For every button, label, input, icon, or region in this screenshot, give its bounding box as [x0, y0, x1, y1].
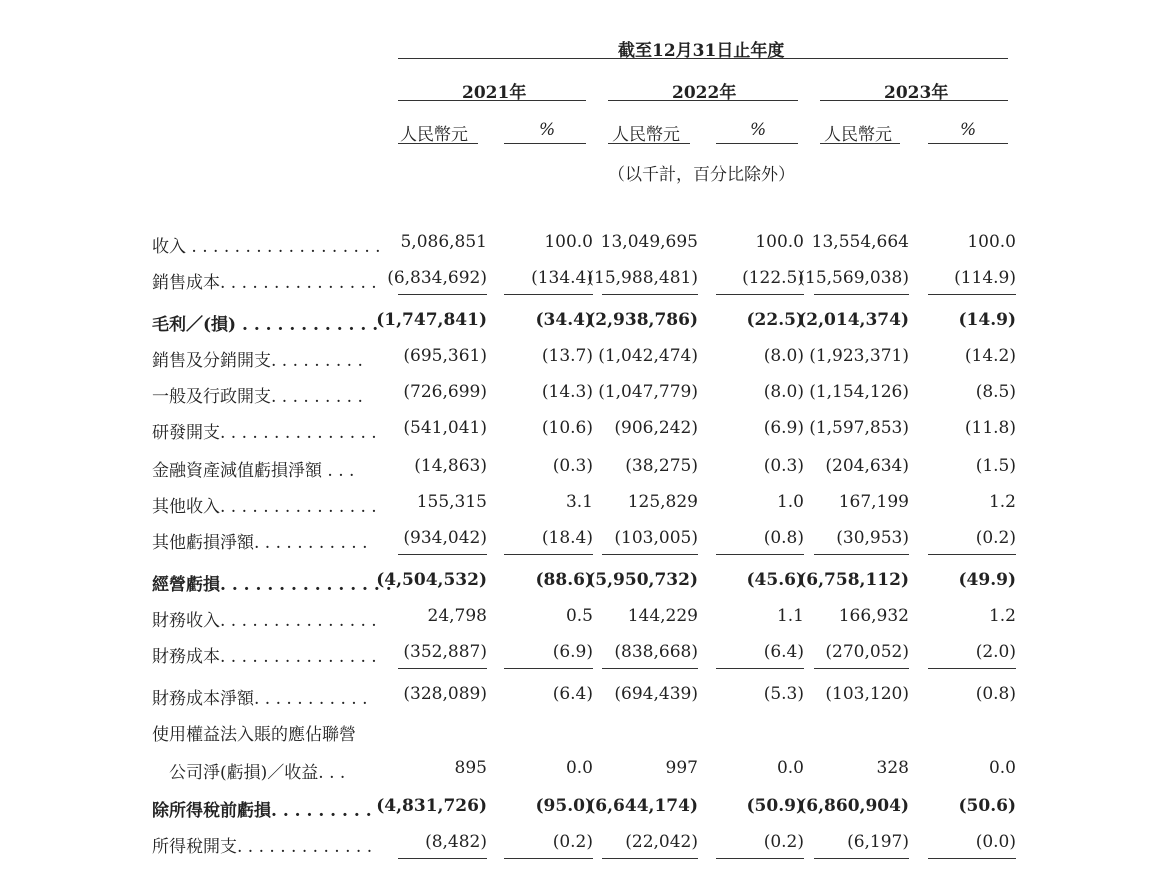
row-value: (10.6): [541, 418, 593, 438]
row-value: (352,887): [403, 642, 487, 662]
row-value: 0.0: [565, 758, 593, 778]
row-label: 除所得稅前虧損. . . . . . . . .: [152, 801, 372, 821]
row-value: 155,315: [416, 492, 487, 512]
row-value: (30,953): [836, 528, 909, 548]
row-value: (1,154,126): [809, 382, 909, 402]
row-label: 研發開支. . . . . . . . . . . . . . .: [152, 423, 377, 443]
row-value: (6,860,904): [798, 796, 909, 816]
table-row: [0, 570, 1152, 600]
row-value: (134.4): [531, 268, 593, 288]
row-value: (50.6): [958, 796, 1016, 816]
row-value: 13,049,695: [600, 232, 698, 252]
subtotal-rule: [602, 668, 698, 669]
unit-2023: 人民幣元: [824, 125, 892, 145]
row-value: (726,699): [403, 382, 487, 402]
row-value: (270,052): [825, 642, 909, 662]
row-value: 1.1: [776, 606, 804, 626]
row-value: (2,938,786): [587, 310, 698, 330]
pct-2021: %: [539, 120, 556, 140]
row-label: 其他虧損淨額. . . . . . . . . . .: [152, 533, 368, 553]
row-value: (8,482): [425, 832, 487, 852]
row-value: (6.4): [552, 684, 593, 704]
row-value: 0.0: [988, 758, 1016, 778]
row-value: (4,831,726): [376, 796, 487, 816]
pct-2022: %: [750, 120, 767, 140]
period-header: 截至12月31日止年度: [618, 41, 785, 61]
row-value: 3.1: [565, 492, 593, 512]
year-2023-rule: [820, 100, 1008, 101]
row-label: 經營虧損. . . . . . . . . . . . . . .: [152, 575, 392, 595]
unit-rule-2023b: [928, 143, 1008, 144]
table-row: [0, 382, 1152, 412]
row-value: (694,439): [614, 684, 698, 704]
subtotal-rule: [928, 294, 1016, 295]
subtotal-rule: [398, 858, 487, 859]
row-value: 997: [665, 758, 698, 778]
row-label: 銷售及分銷開支. . . . . . . . .: [152, 351, 363, 371]
period-rule: [398, 58, 1008, 59]
row-value: 167,199: [838, 492, 909, 512]
row-value: 0.0: [776, 758, 804, 778]
row-value: (1,042,474): [598, 346, 698, 366]
row-value: 100.0: [755, 232, 804, 252]
row-value: (0.3): [763, 456, 804, 476]
year-2022-header: 2022年: [672, 83, 737, 103]
row-label: 毛利／(損) . . . . . . . . . . . .: [152, 315, 379, 335]
row-value: 144,229: [627, 606, 698, 626]
subtotal-rule: [814, 554, 909, 555]
row-value: 1.2: [988, 606, 1016, 626]
row-value: 166,932: [838, 606, 909, 626]
row-value: (328,089): [403, 684, 487, 704]
row-value: (0.2): [975, 528, 1016, 548]
year-2023-header: 2023年: [884, 83, 949, 103]
row-value: (838,668): [614, 642, 698, 662]
row-value: (14,863): [414, 456, 487, 476]
row-value: (6.4): [763, 642, 804, 662]
table-row: [0, 684, 1152, 714]
row-value: 13,554,664: [811, 232, 909, 252]
unit-rule-2022b: [716, 143, 798, 144]
row-value: (0.3): [552, 456, 593, 476]
row-value: (34.4): [535, 310, 593, 330]
row-value: (103,005): [614, 528, 698, 548]
row-label: 一般及行政開支. . . . . . . . .: [152, 387, 363, 407]
row-value: (8.0): [763, 382, 804, 402]
subtotal-rule: [504, 294, 593, 295]
subtotal-rule: [504, 858, 593, 859]
row-value: (11.8): [964, 418, 1016, 438]
row-value: (45.6): [746, 570, 804, 590]
row-value: (0.8): [975, 684, 1016, 704]
row-value: 100.0: [544, 232, 593, 252]
subtotal-rule: [398, 668, 487, 669]
year-2021-header: 2021年: [462, 83, 527, 103]
row-value: (1,047,779): [598, 382, 698, 402]
row-value: 1.0: [776, 492, 804, 512]
unit-rule-2022a: [608, 143, 690, 144]
unit-rule-2021a: [398, 143, 478, 144]
row-value: (6.9): [763, 418, 804, 438]
row-value: (5,950,732): [587, 570, 698, 590]
pct-2023: %: [960, 120, 977, 140]
row-value: (18.4): [541, 528, 593, 548]
row-value: (22,042): [625, 832, 698, 852]
row-label: 財務成本. . . . . . . . . . . . . . .: [152, 647, 377, 667]
table-row: [0, 720, 1152, 750]
row-value: (103,120): [825, 684, 909, 704]
row-value: (6,758,112): [798, 570, 909, 590]
year-2022-rule: [608, 100, 798, 101]
subtotal-rule: [398, 554, 487, 555]
row-value: (0.2): [552, 832, 593, 852]
row-value: (541,041): [403, 418, 487, 438]
row-value: 100.0: [967, 232, 1016, 252]
row-value: (8.5): [975, 382, 1016, 402]
row-value: (0.0): [975, 832, 1016, 852]
row-value: 24,798: [427, 606, 487, 626]
table-row: [0, 606, 1152, 636]
row-value: (0.2): [763, 832, 804, 852]
unit-rule-2023a: [820, 143, 900, 144]
row-value: (6,644,174): [587, 796, 698, 816]
subtotal-rule: [928, 554, 1016, 555]
table-row: [0, 310, 1152, 340]
row-value: (204,634): [825, 456, 909, 476]
subtotal-rule: [928, 668, 1016, 669]
unit-2022: 人民幣元: [612, 125, 680, 145]
year-2021-rule: [398, 100, 586, 101]
subtotal-rule: [602, 294, 698, 295]
subtotal-rule: [504, 554, 593, 555]
row-label: 所得稅開支. . . . . . . . . . . . .: [152, 837, 373, 857]
subtotal-rule: [398, 294, 487, 295]
row-label: 其他收入. . . . . . . . . . . . . . .: [152, 497, 377, 517]
row-value: (122.5): [742, 268, 804, 288]
row-value: (38,275): [625, 456, 698, 476]
row-value: (1,923,371): [809, 346, 909, 366]
unit-note: （以千計，百分比除外）: [608, 165, 795, 185]
row-value: (934,042): [403, 528, 487, 548]
subtotal-rule: [504, 668, 593, 669]
row-value: (49.9): [958, 570, 1016, 590]
row-value: (15,569,038): [798, 268, 909, 288]
table-row: [0, 758, 1152, 788]
row-value: (2.0): [975, 642, 1016, 662]
row-value: (14.3): [541, 382, 593, 402]
row-value: (114.9): [954, 268, 1016, 288]
table-row: [0, 418, 1152, 448]
row-value: 125,829: [627, 492, 698, 512]
subtotal-rule: [814, 668, 909, 669]
subtotal-rule: [814, 294, 909, 295]
row-value: (6.9): [552, 642, 593, 662]
unit-rule-2021b: [504, 143, 586, 144]
row-value: (14.2): [964, 346, 1016, 366]
subtotal-rule: [814, 858, 909, 859]
row-value: (14.9): [958, 310, 1016, 330]
row-label: 財務收入. . . . . . . . . . . . . . .: [152, 611, 377, 631]
row-value: 1.2: [988, 492, 1016, 512]
row-label: 財務成本淨額. . . . . . . . . . .: [152, 689, 368, 709]
subtotal-rule: [716, 858, 804, 859]
row-label: 使用權益法入賬的應佔聯營: [152, 725, 356, 745]
table-row: [0, 796, 1152, 826]
table-row: [0, 456, 1152, 486]
row-value: 0.5: [565, 606, 593, 626]
subtotal-rule: [928, 858, 1016, 859]
row-value: (6,197): [847, 832, 909, 852]
subtotal-rule: [716, 668, 804, 669]
row-value: (6,834,692): [387, 268, 487, 288]
row-value: (2,014,374): [798, 310, 909, 330]
row-value: (13.7): [541, 346, 593, 366]
row-value: (15,988,481): [587, 268, 698, 288]
row-label: 公司淨(虧損)／收益. . .: [152, 763, 346, 783]
subtotal-rule: [602, 554, 698, 555]
row-value: 895: [454, 758, 487, 778]
subtotal-rule: [602, 858, 698, 859]
table-row: [0, 232, 1152, 262]
row-value: (1,597,853): [809, 418, 909, 438]
row-value: (5.3): [763, 684, 804, 704]
subtotal-rule: [716, 294, 804, 295]
unit-2021: 人民幣元: [400, 125, 468, 145]
row-value: (8.0): [763, 346, 804, 366]
row-value: (1,747,841): [376, 310, 487, 330]
row-value: (906,242): [614, 418, 698, 438]
row-value: (50.9): [746, 796, 804, 816]
table-row: [0, 346, 1152, 376]
row-label: 金融資產減值虧損淨額 . . .: [152, 461, 355, 481]
row-label: 銷售成本. . . . . . . . . . . . . . .: [152, 273, 377, 293]
row-value: (0.8): [763, 528, 804, 548]
row-value: 5,086,851: [400, 232, 487, 252]
row-value: (95.0): [535, 796, 593, 816]
table-row: [0, 492, 1152, 522]
row-value: (695,361): [403, 346, 487, 366]
row-value: 328: [876, 758, 909, 778]
row-label: 收入 . . . . . . . . . . . . . . . . . .: [152, 237, 381, 257]
row-value: (4,504,532): [376, 570, 487, 590]
row-value: (1.5): [975, 456, 1016, 476]
subtotal-rule: [716, 554, 804, 555]
row-value: (88.6): [535, 570, 593, 590]
row-value: (22.5): [746, 310, 804, 330]
